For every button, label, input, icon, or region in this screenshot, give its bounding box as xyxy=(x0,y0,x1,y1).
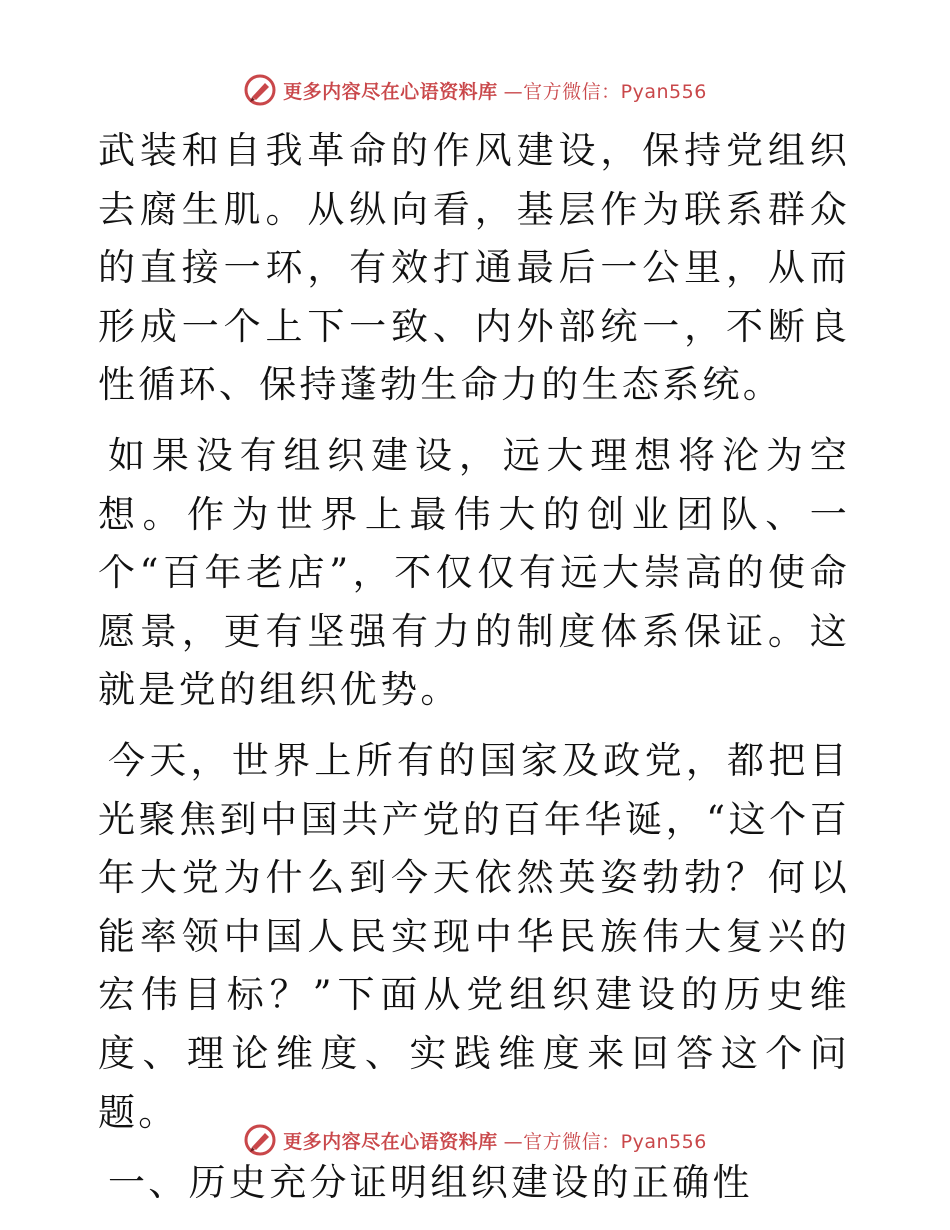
banner-text: 更多内容尽在心语资料库 xyxy=(283,80,498,103)
footer-banner xyxy=(0,1120,950,1160)
paragraph-1: 武装和自我革命的作风建设，保持党组织去腐生肌。从纵向看，基层作为联系群众的直接一环，有效打通最后一公里，从而形成一个上下一致、内外部统一，不断良性循环、保持蓬勃生命力的生态系统。 xyxy=(98,129,850,407)
banner-contact: —官方微信：Pyan556 xyxy=(503,80,707,103)
pen-logo-icon xyxy=(243,1123,277,1157)
paragraph-2: 如果没有组织建设，远大理想将沦为空想。作为世界上最伟大的创业团队、一个“百年老店”，不仅仅有远大崇高的使命愿景，更有坚强有力的制度体系保证。这就是党的组织优势。 xyxy=(98,433,850,712)
banner-text: 更多内容尽在心语资料库 xyxy=(283,1130,498,1153)
header-banner xyxy=(0,70,950,110)
section-heading: 一、历史充分证明组织建设的正确性 xyxy=(108,1161,753,1205)
pen-logo-icon xyxy=(243,73,277,107)
document-body xyxy=(98,122,850,1213)
banner-contact: —官方微信：Pyan556 xyxy=(503,1130,707,1153)
paragraph-3: 今天，世界上所有的国家及政党，都把目光聚焦到中国共产党的百年华诞，“这个百年大党为什么到今天依然英姿勃勃？何以能率领中国人民实现中华民族伟大复兴的宏伟目标？”下面从党组织建设的历史维度、理论维度、实践维度来回答这个问题。 xyxy=(98,738,850,1134)
